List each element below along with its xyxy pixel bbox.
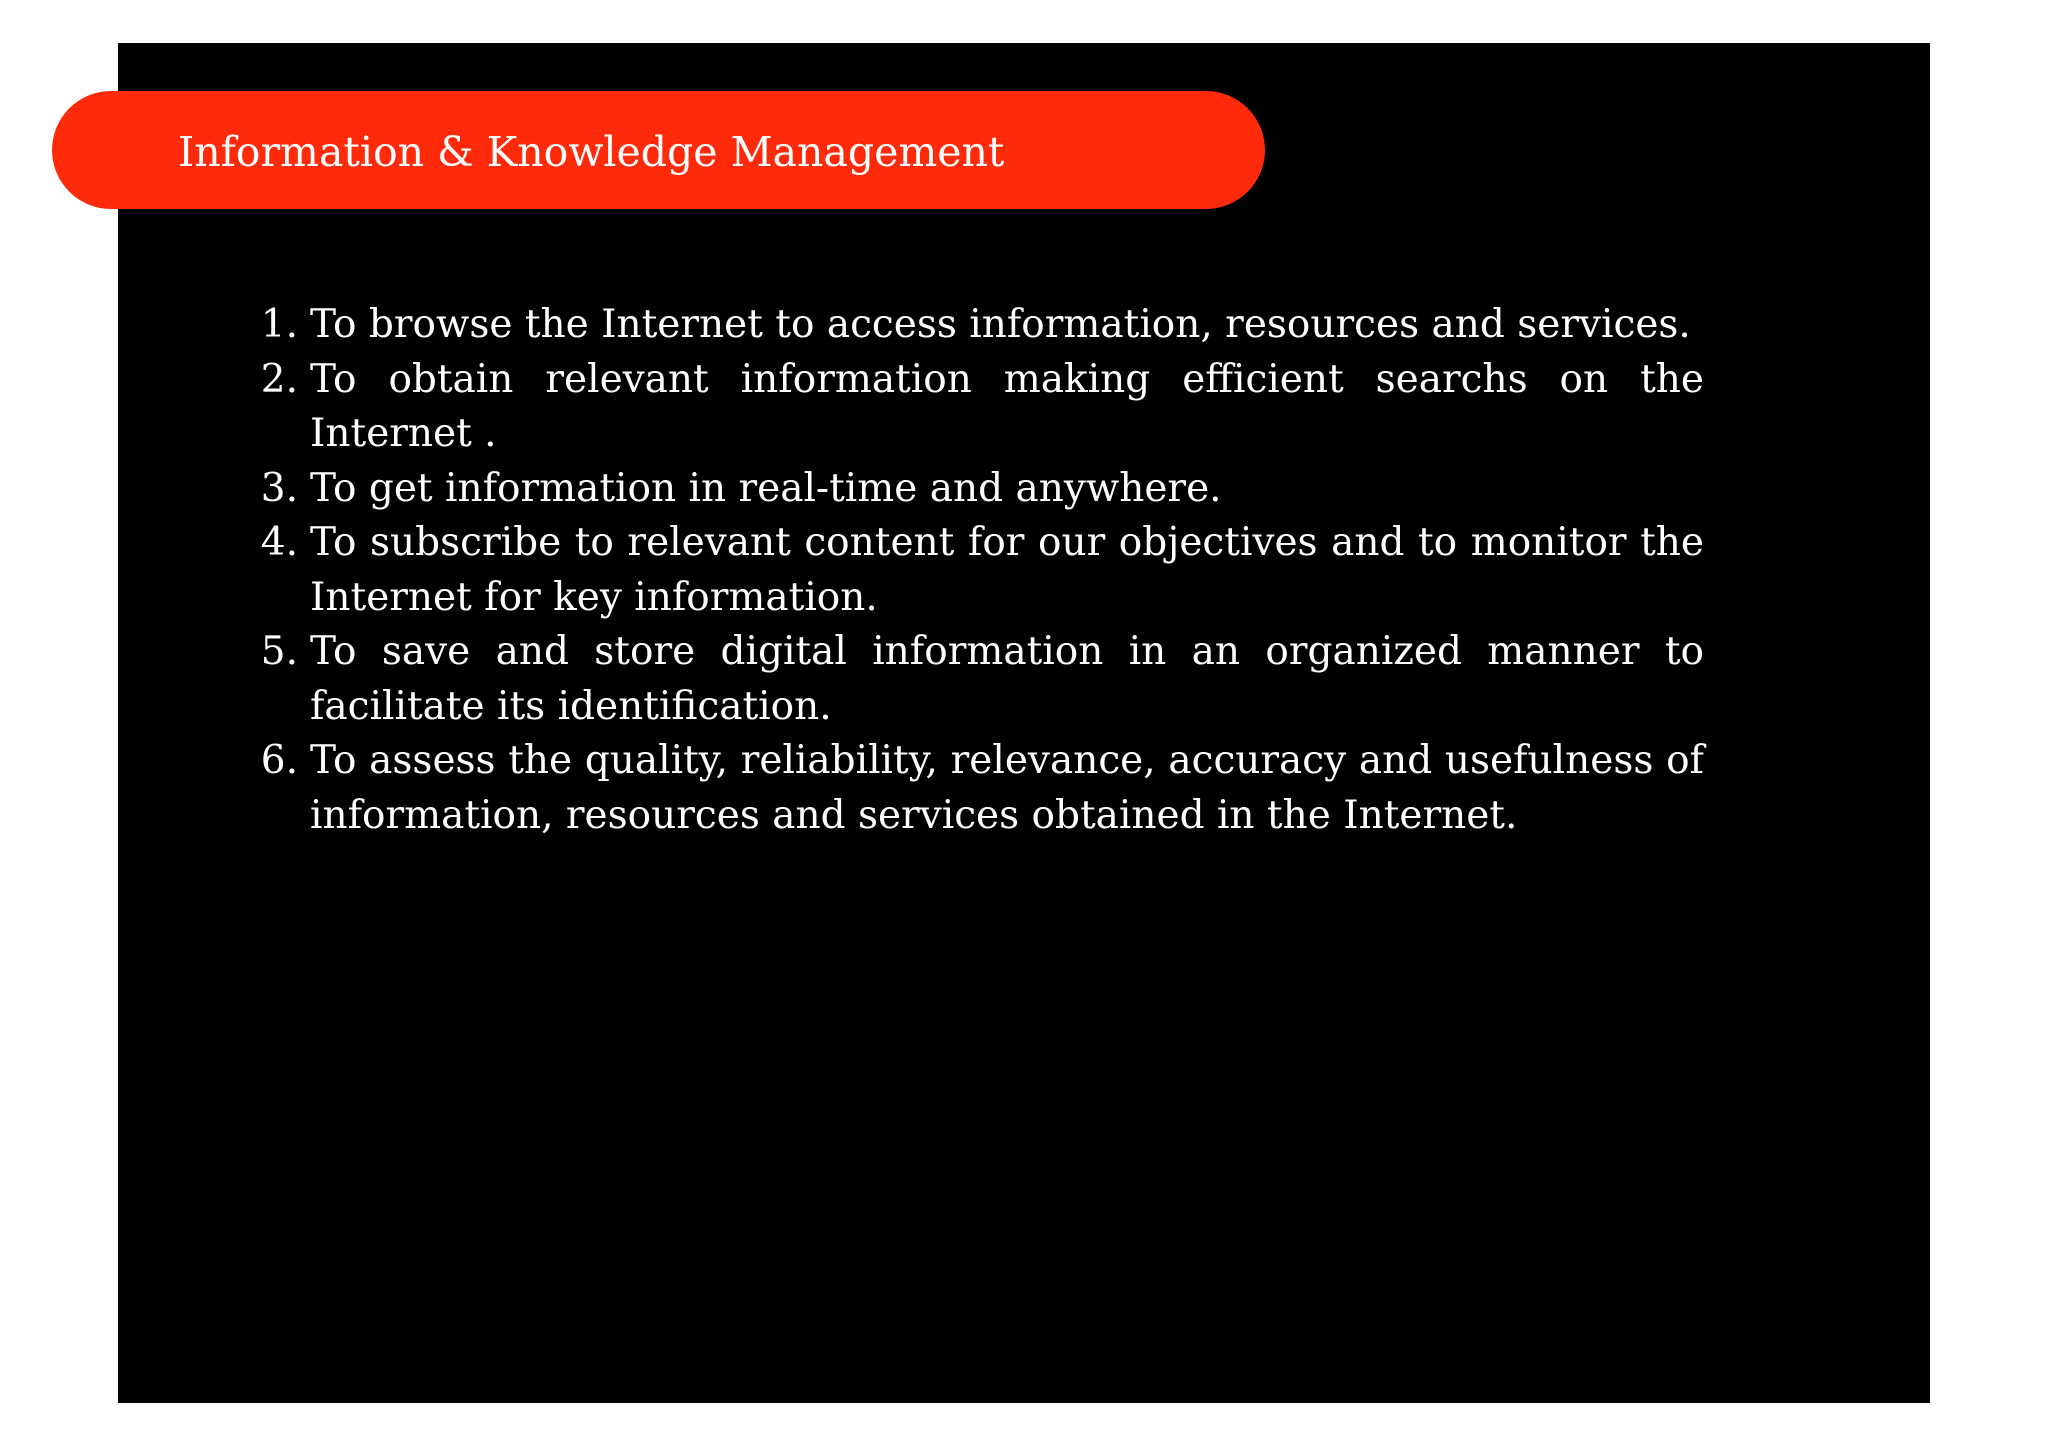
list-item-text: To browse the Internet to access information, resources and services.: [310, 302, 1691, 347]
list-item: [238, 734, 1704, 843]
slide-title: Information & Knowledge Management: [178, 128, 1005, 176]
list-item-number: 5.: [260, 629, 298, 674]
list-item: [238, 625, 1704, 734]
list-item-text: To get information in real-time and anywhere.: [310, 465, 1222, 511]
objectives-list: [238, 298, 1704, 843]
list-item-number: 2.: [260, 356, 298, 402]
list-item: [238, 298, 1704, 353]
list-item-number: 1.: [260, 302, 298, 347]
list-item: [238, 353, 1704, 462]
list-item-number: 6.: [260, 738, 298, 783]
list-item-number: 3.: [260, 465, 298, 511]
list-item-text: To subscribe to relevant content for our objectives and to monitor the Internet for key information.: [310, 520, 1704, 620]
list-item: [238, 462, 1704, 517]
list-item-number: 4.: [260, 520, 298, 565]
list-item: [238, 516, 1704, 625]
list-item-text: To obtain relevant information making efficient searchs on the Internet .: [310, 356, 1704, 456]
list-item-text: To assess the quality, reliability, relevance, accuracy and usefulness of information, resources and services obtained in the Internet.: [310, 738, 1704, 838]
list-item-text: To save and store digital information in an organized manner to facilitate its identification.: [310, 629, 1704, 729]
